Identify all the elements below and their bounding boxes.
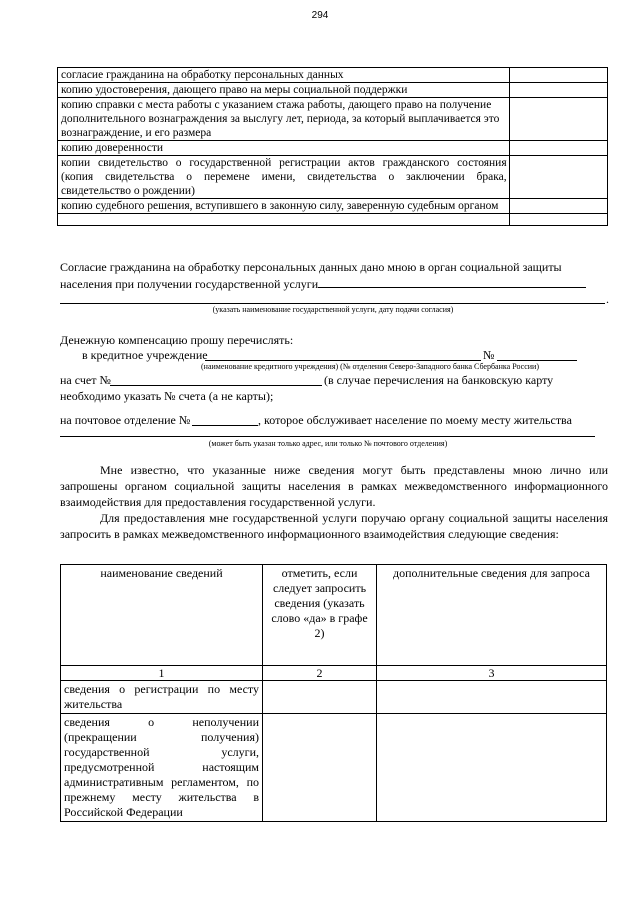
check-cell[interactable] <box>509 214 607 226</box>
account-label: на счет № <box>60 373 111 387</box>
account-note-2: необходимо указать № счета (а не карты); <box>60 389 274 403</box>
service-name-field[interactable] <box>318 275 586 288</box>
table-row <box>58 68 608 83</box>
check-cell[interactable] <box>509 199 607 214</box>
table-cell: копию справки с места работы с указанием стажа работы, дающего право на получение дополнительного вознаграждения за выслугу лет, периода, за который выплачивается это вознаграждение, и его размера <box>58 98 510 141</box>
consent-paragraph <box>60 259 606 292</box>
documents-table <box>57 67 608 226</box>
table-cell: копию судебного решения, вступившего в законную силу, заверенную судебным органом <box>58 199 510 214</box>
extra-info-cell[interactable] <box>377 714 607 822</box>
extra-info-cell[interactable] <box>377 681 607 714</box>
post-office-number-field[interactable] <box>192 413 258 426</box>
table-cell: сведения о регистрации по месту жительства <box>61 681 263 714</box>
account-number-field[interactable] <box>110 373 322 386</box>
table-number-row <box>61 666 607 681</box>
header-cell: наименование сведений <box>61 565 263 666</box>
table-cell: копию доверенности <box>58 141 510 156</box>
service-name-field-line2[interactable] <box>60 303 605 304</box>
post-hint: (может быть указан только адрес, или только № почтового отделения) <box>208 439 448 448</box>
credit-label: в кредитное учреждение <box>82 348 208 362</box>
no-sign: № <box>483 348 495 362</box>
body-paragraph-2: Для предоставления мне государственной услуги поручаю органу социальной защиты населения запросить в рамках межведомственного информационного взаимодействия следующие сведения: <box>60 511 608 541</box>
page-number: 294 <box>311 10 329 21</box>
table-row <box>58 156 608 199</box>
column-number: 2 <box>263 666 377 681</box>
compensation-title: Денежную компенсацию прошу перечислять: <box>60 333 294 347</box>
table-row <box>61 681 607 714</box>
check-cell[interactable] <box>509 83 607 98</box>
table-row <box>58 141 608 156</box>
post-office-field-line2[interactable] <box>60 436 595 437</box>
body-paragraph-1: Мне известно, что указанные ниже сведения могут быть представлены мною лично или запрошены органом социальной защиты населения в рамках межведомственного информационного взаимодействия для предоставления государственной услуги. <box>60 463 608 509</box>
consent-hint: (указать наименование государственной услуги, дату подачи согласия) <box>212 305 454 314</box>
table-cell: сведения о неполучении (прекращении получения) государственной услуги, предусмотренной настоящим административным регламентом, по прежнему месту жительства в Российской Федерации <box>61 714 263 822</box>
check-cell[interactable] <box>509 141 607 156</box>
table-row <box>58 83 608 98</box>
header-cell: дополнительные сведения для запроса <box>377 565 607 666</box>
table-header-row <box>61 565 607 666</box>
table-cell: согласие гражданина на обработку персональных данных <box>58 68 510 83</box>
check-cell[interactable] <box>509 156 607 199</box>
table-row <box>61 714 607 822</box>
table-cell <box>58 214 510 226</box>
account-note: (в случае перечисления на банковскую карту <box>324 373 554 387</box>
body-paragraphs <box>60 462 608 542</box>
credit-hint: (наименование кредитного учреждения) (№ отделения Северо-Западного банка Сбербанка России) <box>201 362 539 371</box>
check-cell[interactable] <box>263 681 377 714</box>
column-number: 1 <box>61 666 263 681</box>
table-cell: копию удостоверения, дающего право на меры социальной поддержки <box>58 83 510 98</box>
check-cell[interactable] <box>509 98 607 141</box>
post-label: на почтовое отделение № <box>60 413 191 427</box>
table-row <box>58 199 608 214</box>
consent-text: Согласие гражданина на обработку персональных данных дано мною в орган социальной защиты населения при получении государственной услуги <box>60 260 562 291</box>
header-cell: отметить, если следует запросить сведения (указать слово «да» в графе 2) <box>263 565 377 666</box>
post-text: , которое обслуживает население по моему месту жительства <box>258 413 572 427</box>
branch-number-field[interactable] <box>497 348 577 361</box>
request-table <box>60 564 607 822</box>
table-row <box>58 98 608 141</box>
credit-institution-field[interactable] <box>205 348 481 361</box>
consent-end-mark: . <box>606 292 609 306</box>
check-cell[interactable] <box>509 68 607 83</box>
check-cell[interactable] <box>263 714 377 822</box>
table-row <box>58 214 608 226</box>
column-number: 3 <box>377 666 607 681</box>
table-cell: копии свидетельство о государственной регистрации актов гражданского состояния (копия свидетельства о перемене имени, свидетельства о заключении брака, свидетельство о рождении) <box>58 156 510 199</box>
